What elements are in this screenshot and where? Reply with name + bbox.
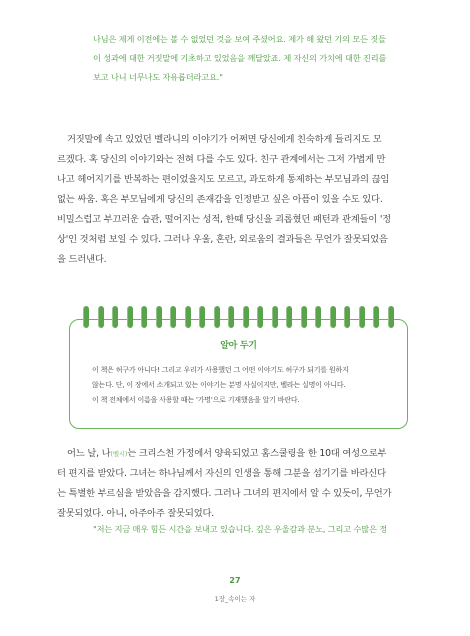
spiral-ring-icon bbox=[141, 306, 147, 328]
spiral-ring-icon bbox=[388, 306, 394, 328]
spiral-ring-icon bbox=[359, 306, 365, 328]
body-paragraph-1 bbox=[57, 130, 412, 270]
text-line: 잘못되었다. 아니, 아주아주 잘못되었다. bbox=[57, 508, 215, 519]
spiral-ring-icon bbox=[98, 306, 104, 328]
bottom-quote: "저는 지금 매우 힘든 시간을 보내고 있습니다. 깊은 우울감과 분노, 그리고 수많은 정 bbox=[93, 524, 388, 534]
text-fragment: 어느 날, 나 bbox=[67, 448, 111, 459]
text-line: 는 특별한 부르심을 받았음을 감지했다. 그러나 그녀의 편지에서 알 수 있듯이, 무언가 bbox=[57, 488, 392, 499]
text-line: 나고 헤어지기를 반복하는 편이었을지도 모르고, 과도하게 통제하는 부모님과의 끊임 bbox=[57, 174, 390, 185]
body-paragraph-2 bbox=[57, 444, 412, 524]
note-title: 알아 두기 bbox=[220, 341, 257, 351]
spiral-ring-icon bbox=[156, 306, 162, 328]
spiral-ring-icon bbox=[199, 306, 205, 328]
text-line: 비밀스럽고 부끄러운 습관, 떨어지는 성적, 한때 당신을 괴롭혔던 패턴과 관계들이 '정 bbox=[57, 214, 391, 225]
spiral-ring-icon bbox=[373, 306, 379, 328]
quote-line: 보고 나니 너무나도 자유롭더라고요." bbox=[93, 72, 223, 82]
text-line: 르겠다. 혹 당신의 이야기와는 전혀 다를 수도 있다. 친구 관계에서는 그저 가볍게 만 bbox=[57, 154, 386, 165]
spiral-ring-icon bbox=[301, 306, 307, 328]
top-quote bbox=[93, 30, 393, 87]
gloss-note: (벨시) bbox=[110, 450, 128, 458]
spiral-ring-icon bbox=[112, 306, 118, 328]
spiral-ring-icon bbox=[243, 306, 249, 328]
text-line: 없는 싸움. 혹은 부모님에게 당신의 존재감을 인정받고 싶은 아픔이 있을 수도 있다. bbox=[57, 194, 383, 205]
quote-line: 나님은 제게 이전에는 볼 수 없었던 것을 보여 주셨어요. 제가 해 왔던 기의 모든 짓들 bbox=[93, 34, 386, 44]
text-line bbox=[57, 444, 412, 464]
spiral-ring-icon bbox=[330, 306, 336, 328]
spiral-ring-icon bbox=[286, 306, 292, 328]
note-line: 않는다. 단, 이 장에서 소개되고 있는 이야기는 분명 사실이지만, 벨라는 실명이 아니다. bbox=[92, 381, 346, 389]
spiral-ring-icon bbox=[170, 306, 176, 328]
text-line: 터 편지를 받았다. 그녀는 하나님께서 자신의 인생을 통해 그분을 섬기기를 바라신다 bbox=[57, 468, 386, 479]
quote-line: 이 성과에 대한 거짓말에 기초하고 있었음을 깨달았죠. 제 자신의 가치에 대한 진리를 bbox=[93, 53, 387, 63]
text-line: 거짓말에 속고 있었던 벨라니의 이야기가 어쩌면 당신에게 친숙하게 들리지도 모 bbox=[67, 134, 382, 145]
text-line: 을 드러낸다. bbox=[57, 254, 107, 265]
spiral-ring-icon bbox=[185, 306, 191, 328]
note-line: 이 책 전체에서 이름을 사용할 때는 '가명'으로 기재했음을 알기 바란다. bbox=[92, 396, 300, 404]
page-number: 27 bbox=[229, 576, 241, 585]
spiral-ring-icon bbox=[315, 306, 321, 328]
note-box bbox=[69, 319, 408, 429]
spiral-ring-icon bbox=[214, 306, 220, 328]
text-fragment: 는 크리스천 가정에서 양육되었고 홈스쿨링을 한 10대 여성으로부 bbox=[127, 448, 387, 459]
spiral-ring-icon bbox=[83, 306, 89, 328]
note-line: 이 책은 허구가 아니다! 그리고 우리가 사용했던 그 어떤 이야기도 허구가 되기를 원하지 bbox=[92, 366, 349, 374]
spiral-ring-icon bbox=[257, 306, 263, 328]
spiral-ring-icon bbox=[344, 306, 350, 328]
spiral-ring-icon bbox=[228, 306, 234, 328]
text-line: 상'인 것처럼 보일 수 있다. 그러나 우울, 혼란, 외로움의 결과들은 무언가 잘못되었음 bbox=[57, 234, 388, 245]
note-body bbox=[92, 363, 392, 408]
spiral-ring-icon bbox=[272, 306, 278, 328]
spiral-binding bbox=[70, 306, 407, 328]
spiral-ring-icon bbox=[127, 306, 133, 328]
chapter-title: 1장_속이는 자 bbox=[214, 595, 256, 603]
